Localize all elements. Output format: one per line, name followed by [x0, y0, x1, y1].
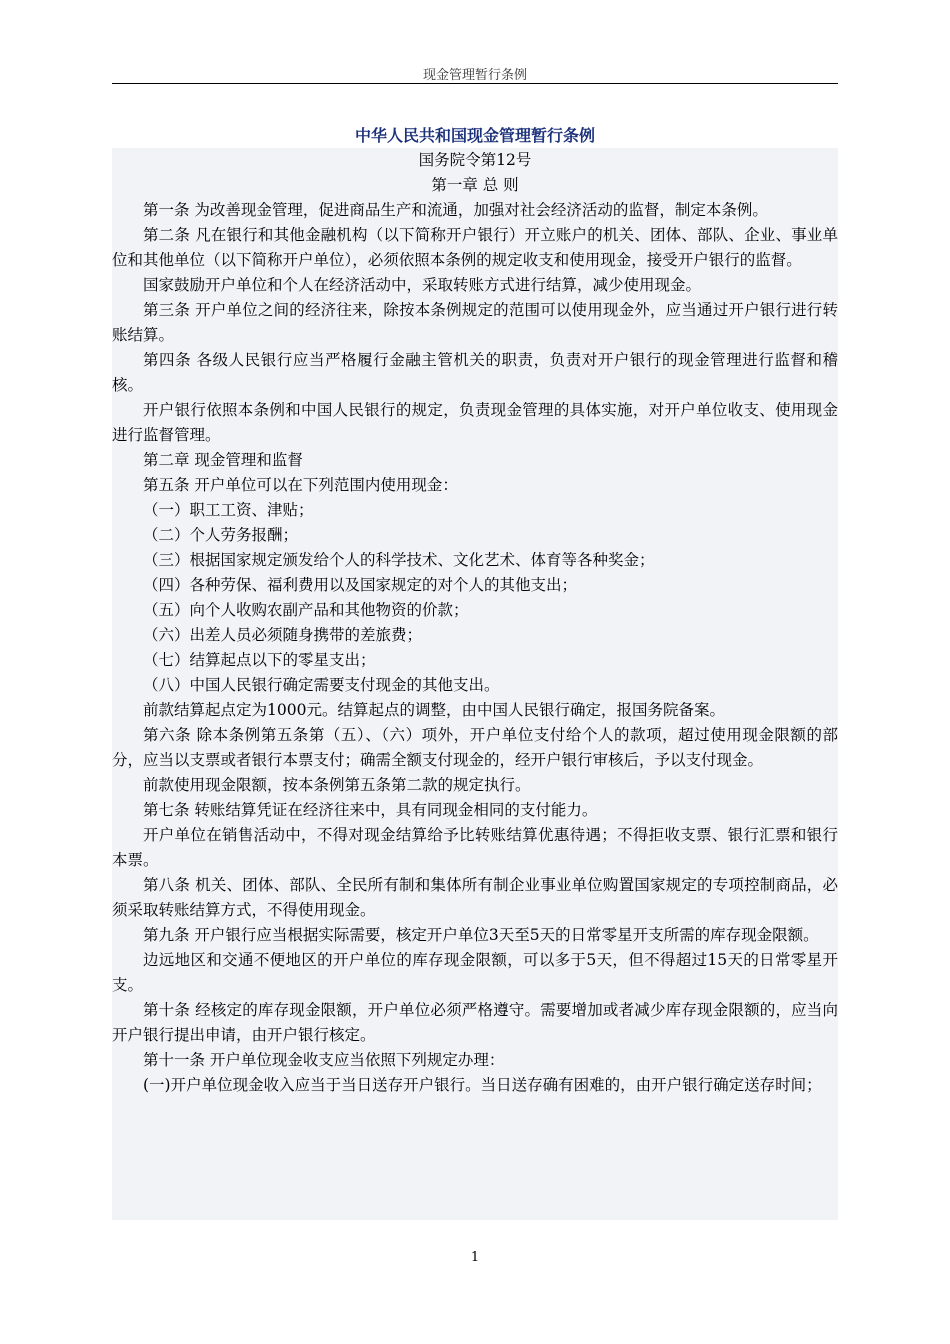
decree-number: 国务院令第12号	[418, 151, 532, 169]
paragraph: 第五条 开户单位可以在下列范围内使用现金：	[143, 476, 458, 494]
paragraph: (一)开户单位现金收入应当于当日送存开户银行。当日送存确有困难的，由开户银行确定送存时间；	[143, 1076, 822, 1094]
list-item: （六）出差人员必须随身携带的差旅费；	[143, 626, 423, 644]
header-rule	[112, 83, 838, 84]
chapter-heading: 第一章 总 则	[431, 176, 519, 194]
paragraph: 前款结算起点定为1000元。结算起点的调整，由中国人民银行确定，报国务院备案。	[143, 701, 725, 719]
list-item: （七）结算起点以下的零星支出；	[143, 651, 376, 669]
list-item: （三）根据国家规定颁发给个人的科学技术、文化艺术、体育等各种奖金；	[143, 551, 655, 569]
paragraph: 第九条 开户银行应当根据实际需要，核定开户单位3天至5天的日常零星开支所需的库存现金限额。	[143, 926, 819, 944]
running-header: 现金管理暂行条例	[422, 68, 527, 83]
document-body	[112, 148, 838, 1098]
list-item: （二）个人劳务报酬；	[143, 526, 299, 544]
paragraph: 第二条 凡在银行和其他金融机构（以下简称开户银行）开立账户的机关、团体、部队、企业、事业单位和其他单位（以下简称开户单位），必须依照本条例的规定收支和使用现金，接受开户银行的监督。	[112, 226, 838, 269]
document-title: 中华人民共和国现金管理暂行条例	[354, 126, 595, 145]
paragraph: 开户单位在销售活动中，不得对现金结算给予比转账结算优惠待遇；不得拒收支票、银行汇票和银行本票。	[112, 826, 838, 869]
list-item: （四）各种劳保、福利费用以及国家规定的对个人的其他支出；	[143, 576, 578, 594]
paragraph: 第八条 机关、团体、部队、全民所有制和集体所有制企业事业单位购置国家规定的专项控制商品，必须采取转账结算方式，不得使用现金。	[112, 876, 838, 919]
paragraph: 前款使用现金限额，按本条例第五条第二款的规定执行。	[143, 776, 531, 794]
paragraph: 第三条 开户单位之间的经济往来，除按本条例规定的范围可以使用现金外，应当通过开户银行进行转账结算。	[112, 301, 838, 344]
paragraph: 第六条 除本条例第五条第（五）、（六）项外，开户单位支付给个人的款项，超过使用现金限额的部分，应当以支票或者银行本票支付；确需全额支付现金的，经开户银行审核后，予以支付现金。	[112, 726, 838, 769]
chapter-heading-2: 第二章 现金管理和监督	[143, 451, 303, 469]
page-number: 1	[470, 1250, 480, 1265]
paragraph: 第一条 为改善现金管理，促进商品生产和流通，加强对社会经济活动的监督，制定本条例。	[143, 201, 768, 219]
paragraph: 第十一条 开户单位现金收支应当依照下列规定办理：	[143, 1051, 505, 1069]
list-item: （一）职工工资、津贴；	[143, 501, 314, 519]
paragraph: 第七条 转账结算凭证在经济往来中，具有同现金相同的支付能力。	[143, 801, 598, 819]
list-item: （八）中国人民银行确定需要支付现金的其他支出。	[143, 676, 500, 694]
paragraph: 第十条 经核定的库存现金限额，开户单位必须严格遵守。需要增加或者减少库存现金限额的，应当向开户银行提出申请，由开户银行核定。	[112, 1001, 838, 1044]
list-item: （五）向个人收购农副产品和其他物资的价款；	[143, 601, 469, 619]
paragraph: 第四条 各级人民银行应当严格履行金融主管机关的职责，负责对开户银行的现金管理进行监督和稽核。	[112, 351, 838, 394]
paragraph: 国家鼓励开户单位和个人在经济活动中，采取转账方式进行结算，减少使用现金。	[143, 276, 702, 294]
paragraph: 开户银行依照本条例和中国人民银行的规定，负责现金管理的具体实施，对开户单位收支、使用现金进行监督管理。	[112, 401, 838, 444]
paragraph: 边远地区和交通不便地区的开户单位的库存现金限额，可以多于5天，但不得超过15天的日常零星开支。	[112, 951, 838, 994]
